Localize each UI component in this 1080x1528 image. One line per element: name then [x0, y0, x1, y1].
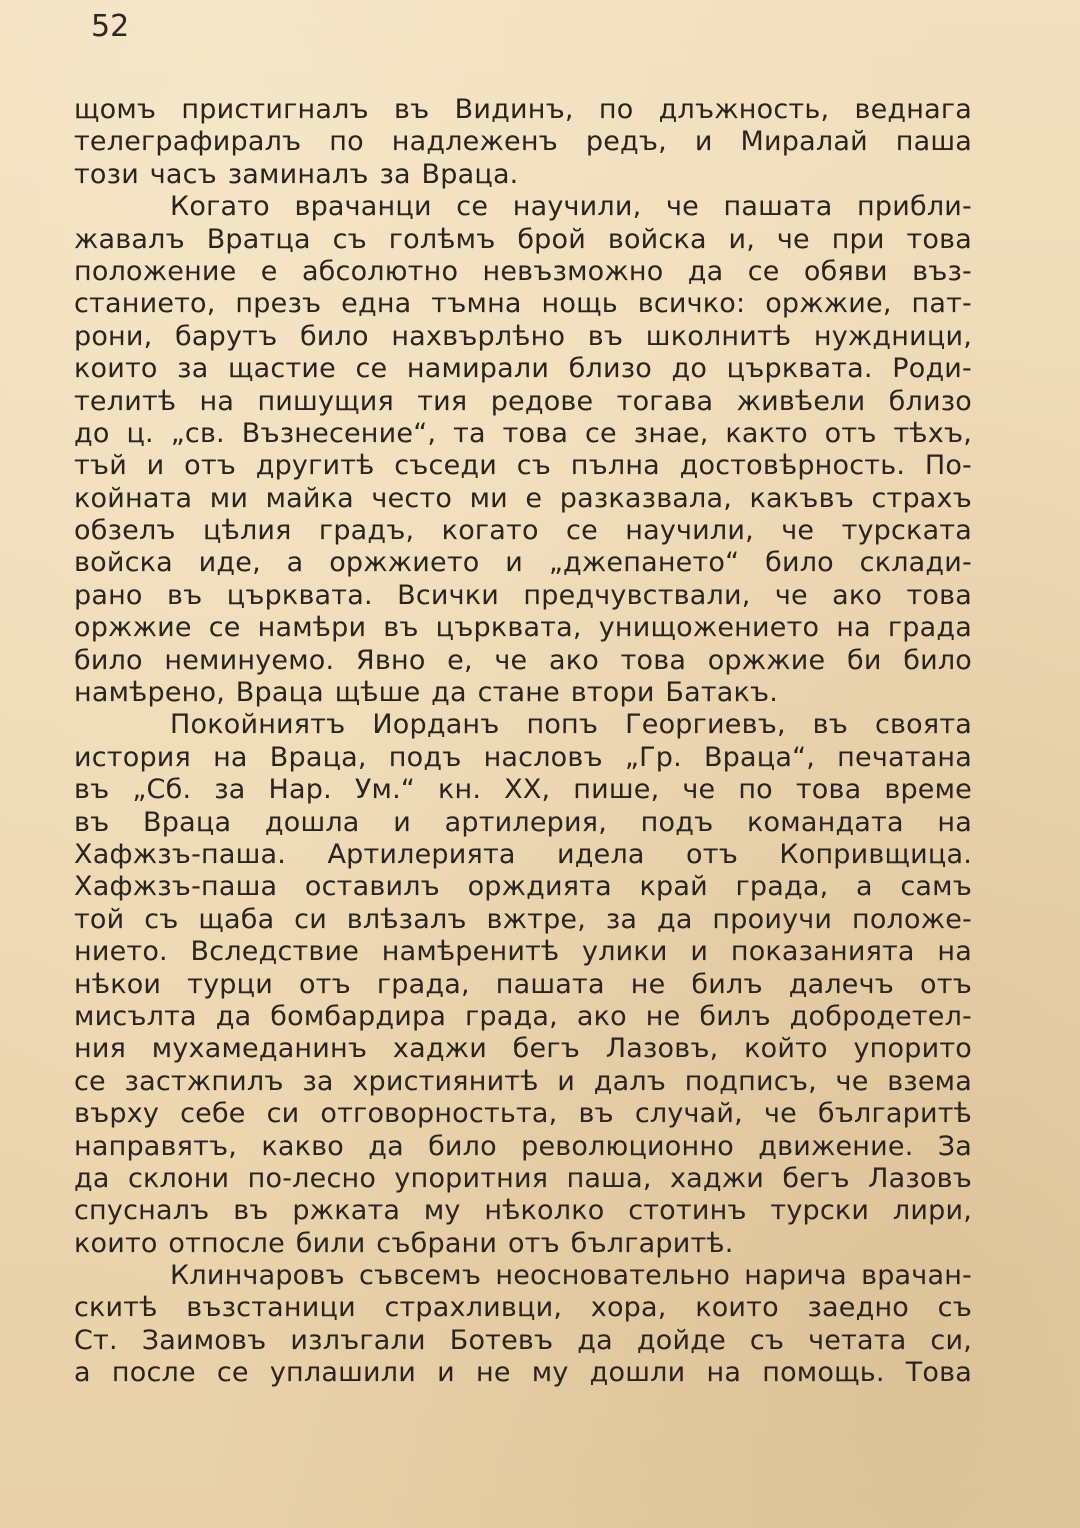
- text-line: телитѣ на пишущия тия редове тогава живѣели близо: [74, 385, 972, 417]
- text-line: до ц. „св. Възнесение“, та това се знае, както отъ тѣхъ,: [74, 417, 972, 449]
- text-line: които отпосле били събрани отъ българитѣ.: [74, 1227, 734, 1259]
- text-line: да склони по-лесно упоритния паша, хаджи бегъ Лазовъ: [74, 1162, 972, 1194]
- text-line: Клинчаровъ съвсемъ неосновательно нарича врачан-: [170, 1260, 972, 1292]
- text-line: намѣрено, Враца щѣше да стане втори Батакъ.: [74, 677, 779, 709]
- text-line: телеграфиралъ по надлеженъ редъ, и Миралай паша: [74, 126, 972, 158]
- text-line: щомъ пристигналъ въ Видинъ, по длъжность, веднага: [74, 94, 972, 125]
- text-line: мисълта да бомбардира града, ако не билъ добродетел-: [74, 1000, 972, 1032]
- text-line: история на Враца, подъ насловъ „Гр. Враца“, печатана: [74, 741, 972, 773]
- text-line: жавалъ Вратца съ голѣмъ брой войска и, че при това: [74, 223, 972, 255]
- text-line: било неминуемо. Явно е, че ако това оржжие би било: [74, 644, 972, 676]
- text-line: нѣкои турци отъ града, пашата не билъ далечъ отъ: [74, 968, 972, 1000]
- page-number: 52: [91, 9, 130, 44]
- text-line: спусналъ въ ржката му нѣколко стотинъ турски лири,: [74, 1195, 972, 1227]
- text-line: тъй и отъ другитѣ съседи съ пълна достовѣрность. По-: [74, 450, 972, 482]
- text-line: а после се уплашили и не му дошли на помощь. Това: [74, 1357, 972, 1389]
- text-line: рано въ църквата. Всички предчувствали, че ако това: [74, 579, 972, 611]
- text-line: въ Враца дошла и артилерия, подъ командата на: [74, 806, 972, 838]
- text-line: този часъ заминалъ за Враца.: [74, 158, 519, 190]
- text-line: направятъ, какво да било революционно движение. За: [74, 1130, 972, 1162]
- text-line: станието, презъ една тъмна нощь всичко: оржжие, пат-: [74, 288, 972, 320]
- text-line: положение е абсолютно невъзможно да се обяви въз-: [74, 255, 972, 287]
- text-line: които за щастие се намирали близо до църквата. Роди-: [74, 353, 972, 385]
- text-line: Хафжзъ-паша оставилъ орждията край града, а самъ: [74, 871, 972, 903]
- text-line: се застжпилъ за християнитѣ и далъ подписъ, че взема: [74, 1065, 972, 1097]
- text-line: Когато врачанци се научили, че пашата прибли-: [170, 191, 972, 223]
- text-body: [74, 94, 972, 1390]
- text-line: върху себе си отговорностьта, въ случай, че българитѣ: [74, 1098, 972, 1130]
- text-line: Покойниятъ Иорданъ попъ Георгиевъ, въ своята: [170, 709, 972, 741]
- text-line: Хафжзъ-паша. Артилерията идела отъ Копривщица.: [74, 838, 972, 870]
- text-line: оржжие се намѣри въ църквата, унищожението на града: [74, 612, 972, 644]
- text-line: рони, барутъ било нахвърлѣно въ школнитѣ нуждници,: [74, 320, 972, 352]
- text-line: войска иде, а оржжието и „джепането“ било склади-: [74, 547, 972, 579]
- text-line: скитѣ възстаници страхливци, хора, които заедно съ: [74, 1292, 972, 1324]
- text-line: той съ щаба си влѣзалъ вжтре, за да проиучи положе-: [74, 903, 972, 935]
- text-line: нието. Вследствие намѣренитѣ улики и показанията на: [74, 936, 972, 968]
- text-line: обзелъ цѣлия градъ, когато се научили, че турската: [74, 515, 972, 547]
- text-line: ния мухамеданинъ хаджи бегъ Лазовъ, който упорито: [74, 1033, 972, 1065]
- text-line: Ст. Заимовъ излъгали Ботевъ да дойде съ четата си,: [74, 1324, 972, 1356]
- text-line: въ „Сб. за Нар. Ум.“ кн. XX, пише, че по това време: [74, 774, 972, 806]
- text-line: койната ми майка често ми е разказвала, какъвъ страхъ: [74, 482, 972, 514]
